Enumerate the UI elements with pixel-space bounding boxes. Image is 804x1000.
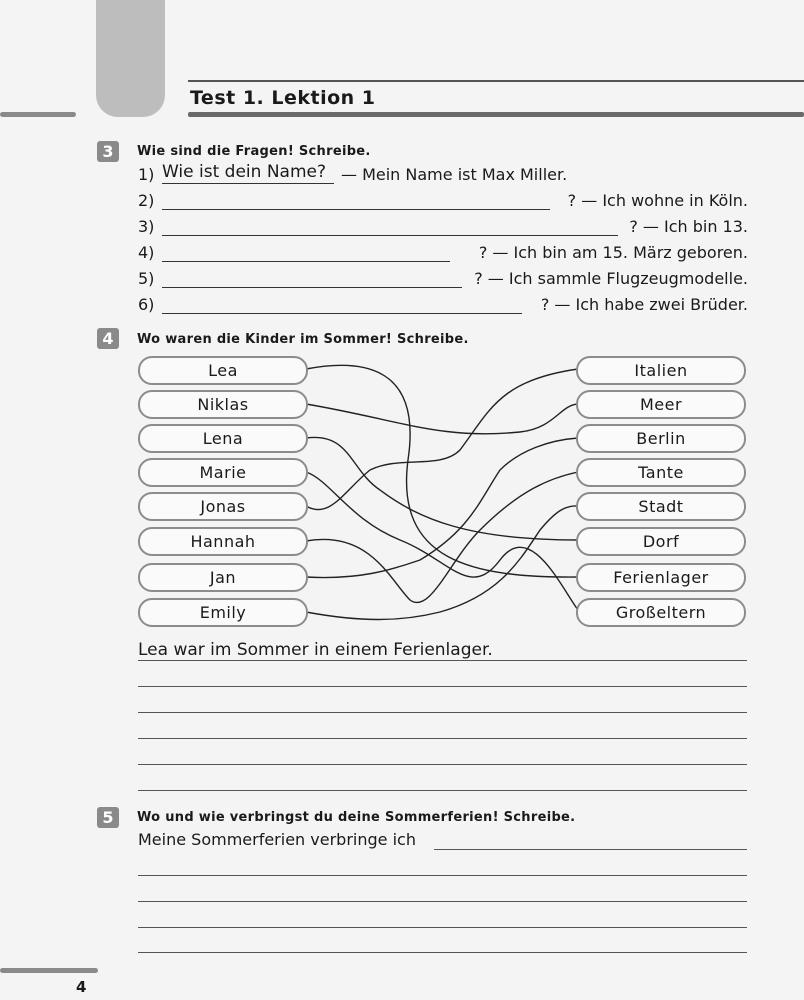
place-pill-meer[interactable]: Meer (576, 390, 746, 419)
item-number: 2) (138, 191, 155, 210)
page-title: Test 1. Lektion 1 (190, 87, 376, 109)
place-pill-ferienlager[interactable]: Ferienlager (576, 563, 746, 592)
writing-line[interactable] (138, 790, 747, 791)
example-sentence: Lea war im Sommer in einem Ferienlager. (138, 640, 493, 660)
task3-number-badge: 3 (97, 141, 119, 162)
writing-line[interactable] (138, 875, 747, 876)
writing-line[interactable] (138, 927, 747, 928)
child-pill-niklas[interactable]: Niklas (138, 390, 308, 419)
task4-instruction: Wo waren die Kinder im Sommer! Schreibe. (137, 332, 469, 347)
item-response: ? — Ich wohne in Köln. (567, 191, 748, 210)
child-pill-hannah[interactable]: Hannah (138, 527, 308, 556)
page-number: 4 (76, 978, 87, 996)
task5-number-badge: 5 (97, 807, 119, 828)
line-jonas-italien (306, 369, 578, 510)
place-pill-italien[interactable]: Italien (576, 356, 746, 385)
child-pill-jonas[interactable]: Jonas (138, 492, 308, 521)
task5-starter: Meine Sommerferien verbringe ich (138, 830, 416, 849)
item-number: 3) (138, 217, 155, 236)
line-niklas-meer (306, 404, 578, 434)
handwritten-answer: Wie ist dein Name? (162, 162, 326, 182)
item-number: 4) (138, 243, 155, 262)
place-pill-grosseltern[interactable]: Großeltern (576, 598, 746, 627)
writing-line[interactable] (138, 764, 747, 765)
item-response: ? — Ich bin 13. (629, 217, 748, 236)
child-pill-jan[interactable]: Jan (138, 563, 308, 592)
place-pill-stadt[interactable]: Stadt (576, 492, 746, 521)
item-number: 5) (138, 269, 155, 288)
child-pill-marie[interactable]: Marie (138, 458, 308, 487)
item-number: 1) (138, 165, 155, 184)
place-pill-dorf[interactable]: Dorf (576, 527, 746, 556)
item-response: ? — Ich sammle Flugzeugmodelle. (474, 269, 748, 288)
writing-line (138, 660, 747, 661)
writing-line[interactable] (434, 849, 747, 850)
writing-line[interactable] (138, 738, 747, 739)
line-lena-dorf (306, 437, 578, 540)
item-number: 6) (138, 295, 155, 314)
item-response: ? — Ich habe zwei Brüder. (540, 295, 748, 314)
writing-line[interactable] (138, 686, 747, 687)
writing-line[interactable] (138, 901, 747, 902)
item-response: ? — Ich bin am 15. März geboren. (478, 243, 748, 262)
child-pill-lena[interactable]: Lena (138, 424, 308, 453)
child-pill-emily[interactable]: Emily (138, 598, 308, 627)
task3-instruction: Wie sind die Fragen! Schreibe. (137, 144, 371, 159)
task5-instruction: Wo und wie verbringst du deine Sommerferien! Schreibe. (137, 810, 576, 825)
place-pill-berlin[interactable]: Berlin (576, 424, 746, 453)
place-pill-tante[interactable]: Tante (576, 458, 746, 487)
writing-line[interactable] (138, 712, 747, 713)
footer-bar (0, 968, 98, 973)
task4-number-badge: 4 (97, 328, 119, 349)
item-response: — Mein Name ist Max Miller. (341, 165, 568, 184)
writing-line[interactable] (138, 952, 747, 953)
child-pill-lea[interactable]: Lea (138, 356, 308, 385)
